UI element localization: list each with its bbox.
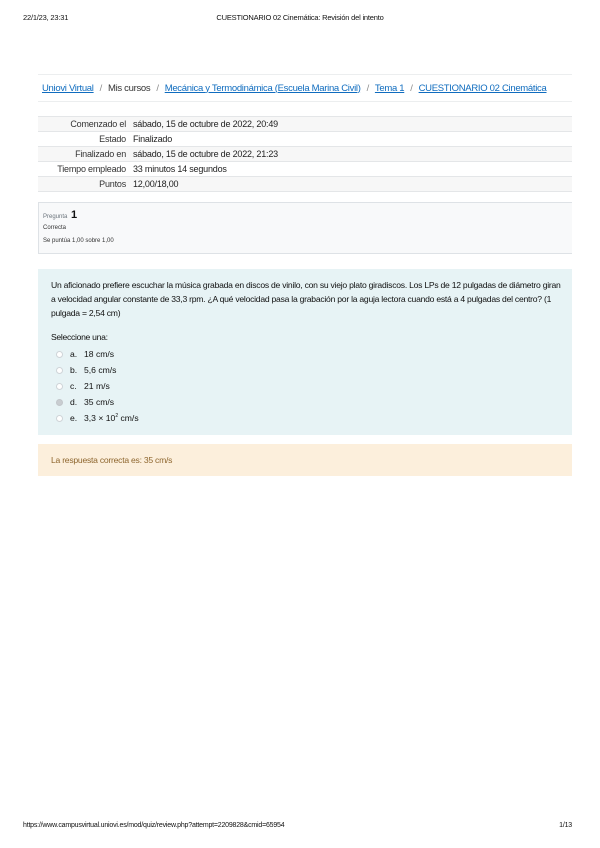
question-number-value: 1 <box>71 209 78 221</box>
radio-button[interactable] <box>56 367 63 374</box>
summary-row-started <box>38 117 572 132</box>
answer-letter: b. <box>70 365 78 375</box>
breadcrumb-quiz[interactable]: CUESTIONARIO 02 Cinemática <box>418 82 547 94</box>
summary-label: Puntos <box>38 177 131 192</box>
print-header <box>0 13 600 25</box>
answer-letter: e. <box>70 413 78 423</box>
breadcrumb-separator: / <box>99 82 102 94</box>
question-grade: Se puntúa 1,00 sobre 1,00 <box>43 238 114 244</box>
summary-row-finished <box>38 147 572 162</box>
attempt-summary-table <box>38 116 572 192</box>
summary-value: 33 minutos 14 segundos <box>131 162 572 177</box>
print-title: CUESTIONARIO 02 Cinemática: Revisión del intento <box>216 13 384 22</box>
radio-button[interactable] <box>56 383 63 390</box>
answer-letter: a. <box>70 349 78 359</box>
answer-option-a[interactable] <box>51 346 559 362</box>
question-label: Pregunta <box>43 214 68 220</box>
summary-value: 12,00/18,00 <box>131 177 572 192</box>
breadcrumb-separator: / <box>156 82 159 94</box>
question-info-box <box>38 202 572 254</box>
answer-text: 18 cm/s <box>84 349 115 359</box>
answer-option-b[interactable] <box>51 362 559 378</box>
answer-text-unit: cm/s <box>118 413 139 423</box>
summary-value: Finalizado <box>131 132 572 147</box>
summary-value: sábado, 15 de octubre de 2022, 20:49 <box>131 117 572 132</box>
question-state: Correcta <box>43 225 67 231</box>
answer-text: 21 m/s <box>84 381 110 391</box>
summary-label: Estado <box>38 132 131 147</box>
print-footer <box>0 822 600 834</box>
question-text <box>51 278 559 320</box>
question-text-line: Un aficionado prefiere escuchar la música grabada en discos de vinilo, con su viejo plato giradiscos. Los LPs de 12 pulgadas de diámetro giran <box>51 280 561 290</box>
answer-text-base: 3,3 × 10 <box>84 413 116 423</box>
breadcrumb-uniovi-virtual[interactable]: Uniovi Virtual <box>42 82 94 94</box>
question-text-line: a velocidad angular constante de 33,3 rpm. ¿A qué velocidad pasa la grabación por la aguja lectora cuando está a 4 pulgadas del centro? (1 <box>51 294 552 304</box>
answer-option-d[interactable] <box>51 394 559 410</box>
answer-letter: c. <box>70 381 77 391</box>
answer-option-e[interactable] <box>51 410 559 426</box>
answer-text: 5,6 cm/s <box>84 365 117 375</box>
breadcrumb-course[interactable]: Mecánica y Termodinámica (Escuela Marina Civil) <box>164 82 361 94</box>
question-formulation <box>38 269 572 435</box>
radio-button[interactable] <box>56 415 63 422</box>
radio-button-selected[interactable] <box>56 399 63 406</box>
answer-option-c[interactable] <box>51 378 559 394</box>
summary-label: Tiempo empleado <box>38 162 131 177</box>
answer-prompt: Seleccione una: <box>51 332 108 342</box>
question-text-line: pulgada = 2,54 cm) <box>51 308 121 318</box>
question-number <box>43 209 568 221</box>
print-url: https://www.campusvirtual.uniovi.es/mod/quiz/review.php?attempt=2209828&cmid=65954 <box>23 822 285 829</box>
print-date: 22/1/23, 23:31 <box>23 13 69 22</box>
summary-row-points <box>38 177 572 192</box>
right-answer-feedback <box>38 444 572 476</box>
breadcrumb <box>38 74 572 102</box>
answer-options <box>51 346 559 426</box>
summary-row-state <box>38 132 572 147</box>
answer-text: 35 cm/s <box>84 397 115 407</box>
breadcrumb-tema[interactable]: Tema 1 <box>374 82 405 94</box>
breadcrumb-separator: / <box>366 82 369 94</box>
summary-value: sábado, 15 de octubre de 2022, 21:23 <box>131 147 572 162</box>
print-page-number: 1/13 <box>559 822 572 829</box>
summary-row-time-taken <box>38 162 572 177</box>
answer-text-exponent: 2 <box>115 413 119 420</box>
breadcrumb-separator: / <box>410 82 413 94</box>
summary-label: Comenzado el <box>38 117 131 132</box>
radio-button[interactable] <box>56 351 63 358</box>
answer-text <box>84 413 139 423</box>
summary-label: Finalizado en <box>38 147 131 162</box>
breadcrumb-mis-cursos: Mis cursos <box>107 82 151 94</box>
answer-letter: d. <box>70 397 78 407</box>
right-answer-text: La respuesta correcta es: 35 cm/s <box>51 455 173 465</box>
